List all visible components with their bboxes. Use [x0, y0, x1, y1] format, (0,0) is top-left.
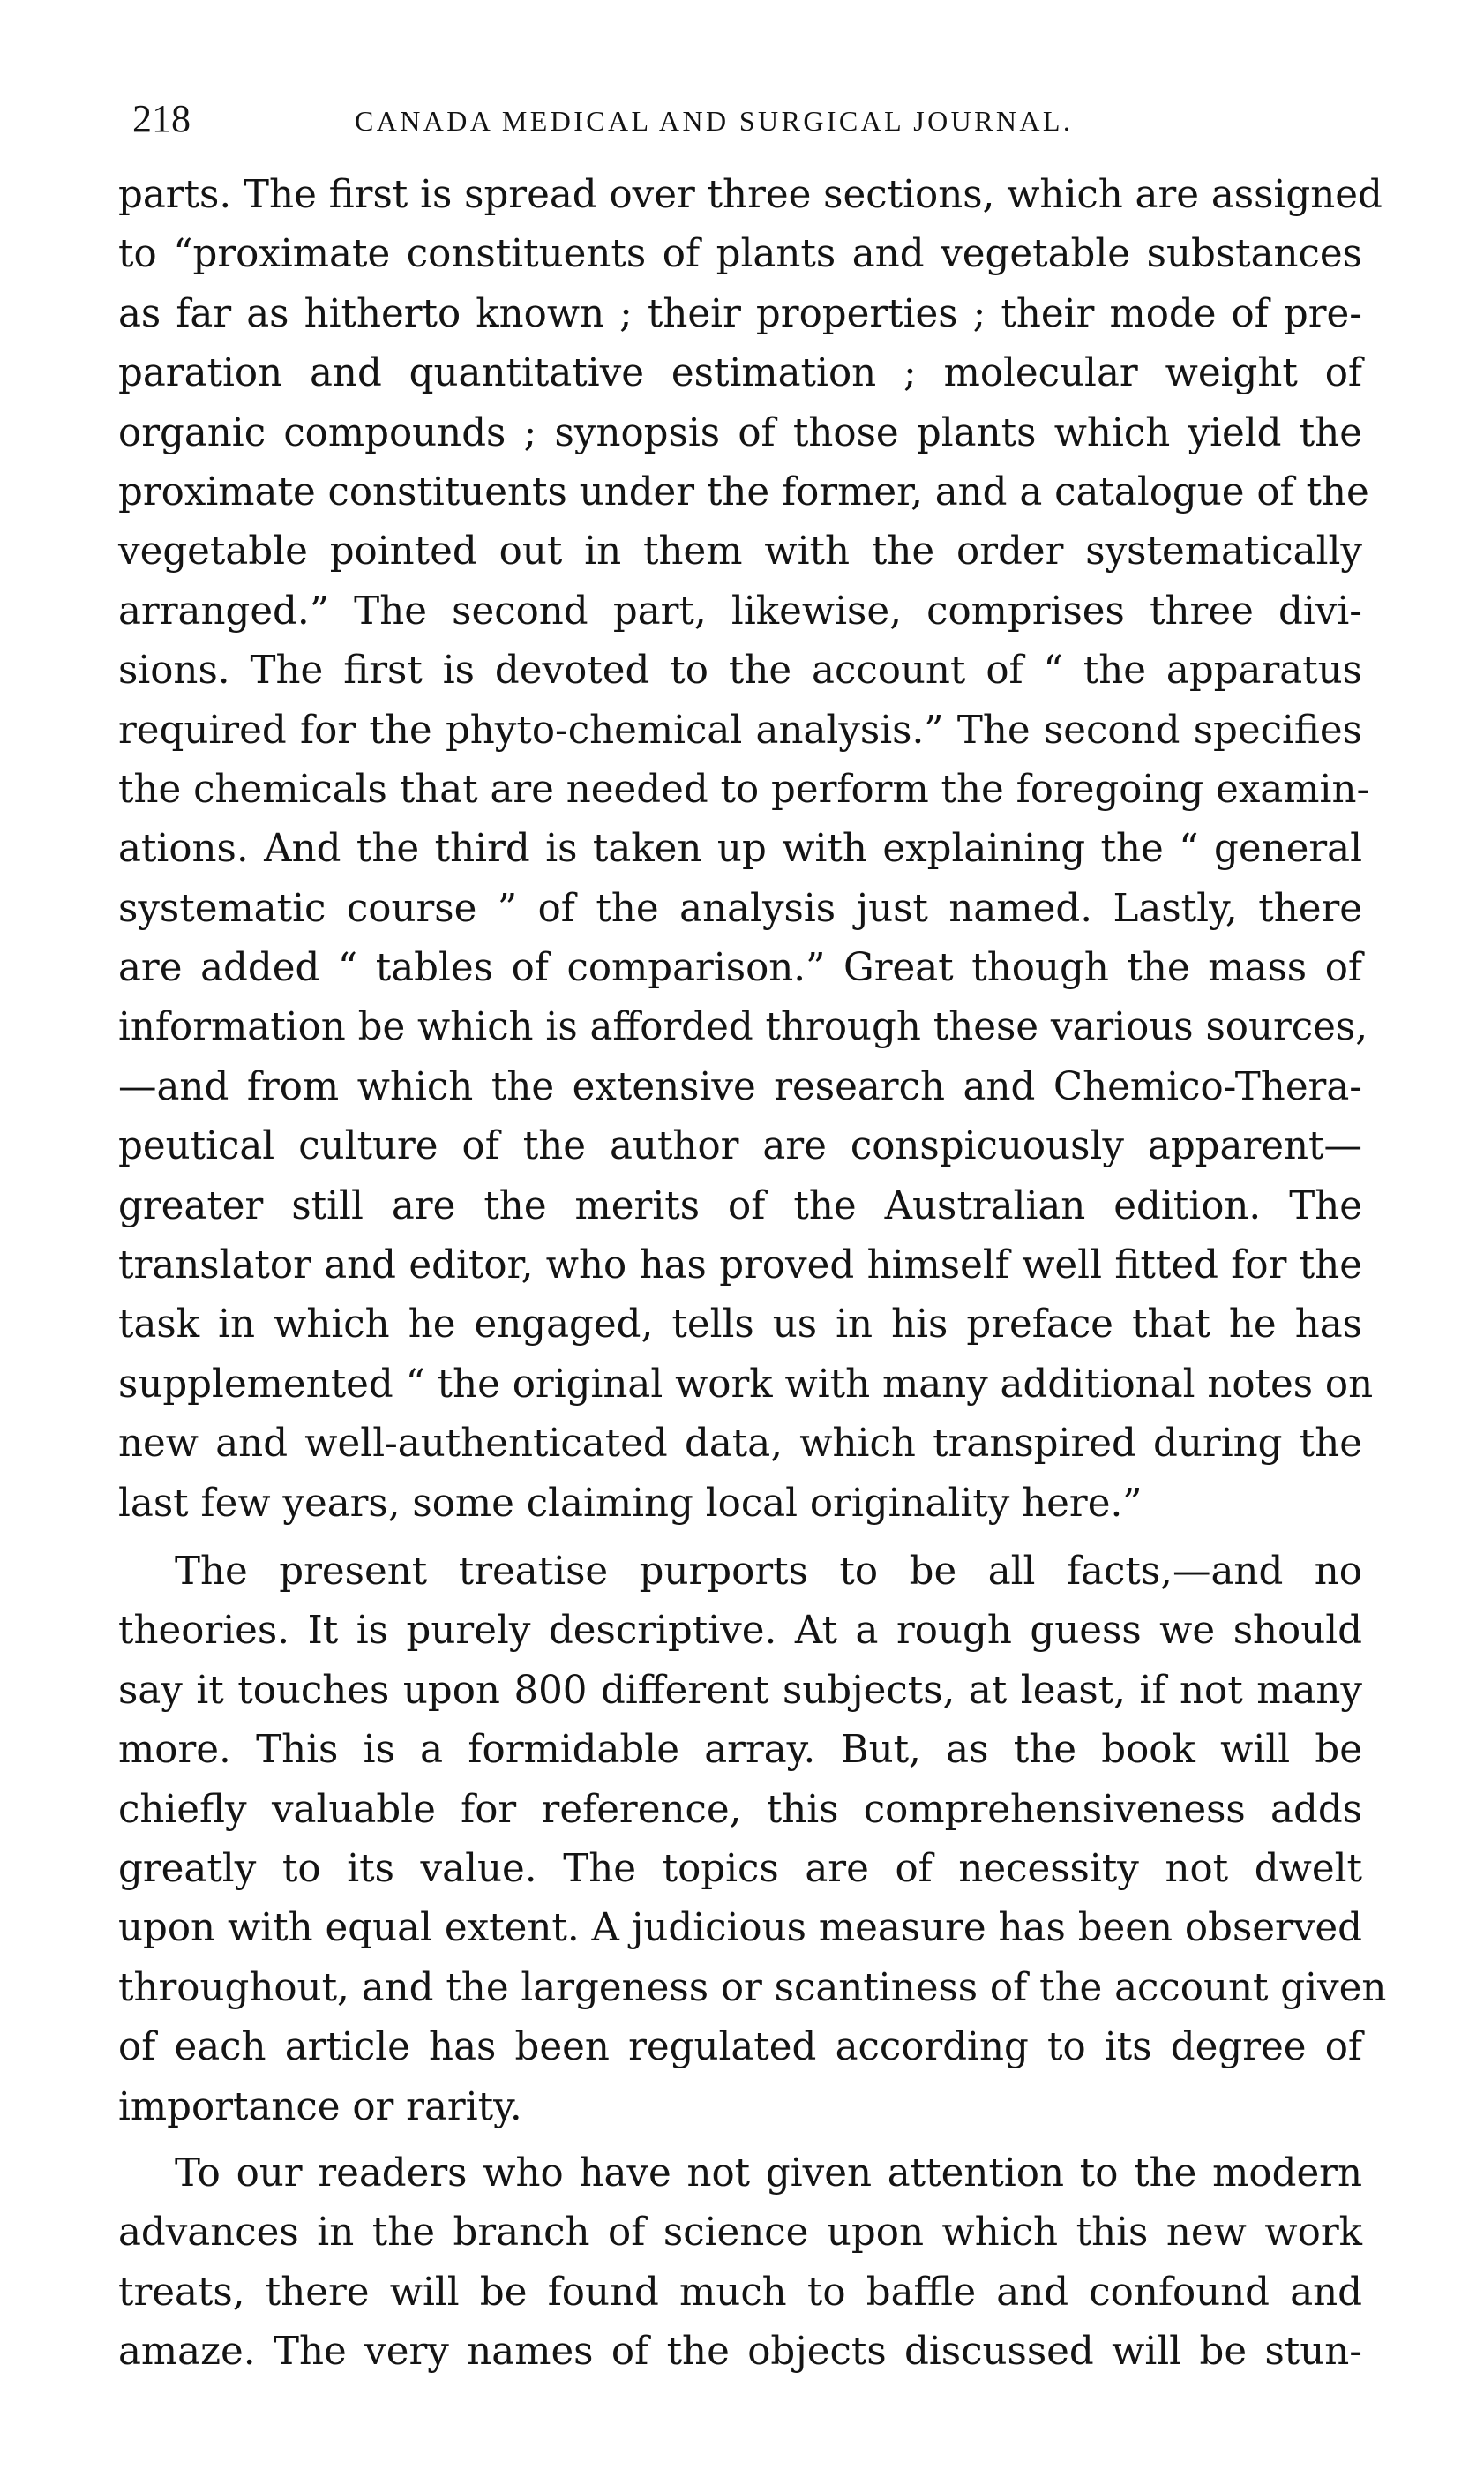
text-line: To our readers who have not given attention to the modern: [175, 2150, 1362, 2196]
text-line: systematic course ” of the analysis just named. Lastly, there: [118, 886, 1362, 931]
paragraph-1: [118, 166, 1383, 1534]
text-line: theories. It is purely descriptive. At a rough guess we should: [118, 1609, 1362, 1654]
text-line: as far as hitherto known ; their properties ; their mode of pre-: [118, 291, 1362, 336]
text-line: greatly to its value. The topics are of necessity not dwelt: [118, 1846, 1362, 1891]
text-line: vegetable pointed out in them with the order systematically: [118, 529, 1362, 574]
text-line: treats, there will be found much to baffle and confound and: [118, 2270, 1362, 2315]
paragraph-3: [118, 2144, 1362, 2383]
text-line: sions. The first is devoted to the account of “ the apparatus: [118, 649, 1362, 694]
text-line: translator and editor, who has proved himself well fitted for the: [118, 1243, 1362, 1288]
text-line: importance or rarity.: [118, 2084, 522, 2129]
text-line: information be which is afforded through these various sources,: [118, 1005, 1368, 1050]
running-head: [132, 88, 1218, 150]
text-line: throughout, and the largeness or scantiness of the account given: [118, 1965, 1387, 2010]
text-line: parts. The first is spread over three sections, which are assigned: [118, 173, 1383, 217]
text-line: upon with equal extent. A judicious measure has been observed: [118, 1906, 1362, 1951]
text-line: the chemicals that are needed to perform the foregoing examin-: [118, 767, 1370, 812]
journal-title: CANADA MEDICAL AND SURGICAL JOURNAL.: [355, 105, 1074, 137]
text-line: —and from which the extensive research and Chemico-Thera-: [118, 1064, 1362, 1109]
body-text: [118, 166, 1387, 2382]
text-line: last few years, some claiming local originality here.”: [118, 1481, 1143, 1526]
text-line: organic compounds ; synopsis of those plants which yield the: [118, 410, 1362, 455]
text-line: greater still are the merits of the Australian edition. The: [118, 1183, 1362, 1228]
text-line: task in which he engaged, tells us in his preface that he has: [118, 1302, 1362, 1347]
text-line: are added “ tables of comparison.” Great though the mass of: [118, 946, 1362, 991]
text-line: ations. And the third is taken up with explaining the “ general: [118, 827, 1362, 872]
text-line: required for the phyto-chemical analysis.” The second specifies: [118, 708, 1362, 753]
text-line: The present treatise purports to be all facts,—and no: [175, 1549, 1362, 1594]
page-number: 218: [132, 97, 191, 140]
text-line: peutical culture of the author are conspicuously apparent—: [118, 1124, 1362, 1169]
text-line: say it touches upon 800 different subjects, at least, if not many: [118, 1668, 1362, 1713]
text-line: supplemented “ the original work with many additional notes on: [118, 1362, 1374, 1407]
text-line: proximate constituents under the former, and a catalogue of the: [118, 469, 1369, 514]
text-line: new and well-authenticated data, which transpired during the: [118, 1422, 1362, 1467]
text-line: advances in the branch of science upon which this new work: [118, 2211, 1362, 2256]
text-line: amaze. The very names of the objects discussed will be stun-: [118, 2330, 1362, 2375]
text-line: arranged.” The second part, likewise, comprises three divi-: [118, 589, 1362, 634]
text-line: chiefly valuable for reference, this comprehensiveness adds: [118, 1787, 1362, 1832]
paragraph-2: [118, 1542, 1387, 2137]
text-line: paration and quantitative estimation ; molecular weight of: [118, 351, 1362, 396]
text-line: of each article has been regulated according to its degree of: [118, 2025, 1362, 2070]
text-line: to “proximate constituents of plants and vegetable substances: [118, 232, 1362, 277]
text-line: more. This is a formidable array. But, as the book will be: [118, 1728, 1362, 1773]
